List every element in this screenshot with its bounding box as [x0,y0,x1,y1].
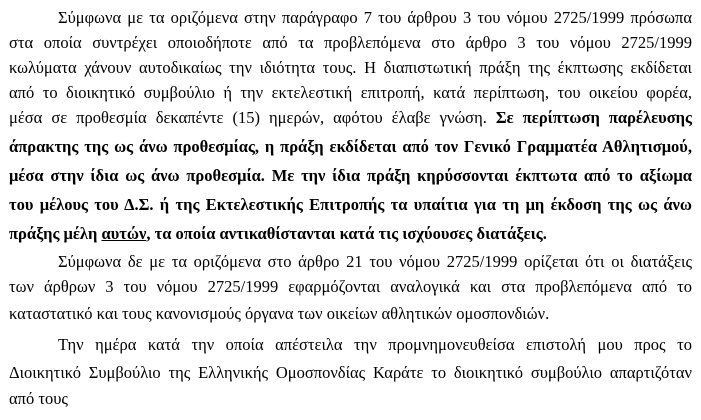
paragraph-line: κωλύματα χάνουν αυτοδικαίως την ιδιότητα τους. Η διαπιστωτική πράξη της έκπτωσης εκδίδεται [9,58,692,77]
underlined-text: αυτών [101,224,147,243]
bold-paragraph-line: του μέλους του Δ.Σ. ή της Εκτελεστικής Επιτροπής τα υπαίτια για τη μη έκδοση της ως άνω [9,195,692,214]
paragraph-line: των άρθρων 3 του νόμου 2725/1999 εφαρμόζονται αναλογικά και στα προβλεπόμενα από το [9,277,692,296]
paragraph-line [9,104,692,131]
bold-text: Σε περίπτωση παρέλευσης [495,108,693,127]
paragraph-line: Την ημέρα κατά την οποία απέστειλα την προμνημονευθείσα επιστολή μου προς το [58,335,692,354]
paragraph-line: καταστατικό και τους κανονισμούς όργανα των οικείων αθλητικών ομοσπονδιών. [9,304,550,323]
paragraph-line: Σύμφωνα δε με τα οριζόμενα στο άρθρο 21 του νόμου 2725/1999 ορίζεται ότι οι διατάξεις [58,252,692,271]
bold-text: πράξης μέλη [9,224,102,243]
paragraph-line: Σύμφωνα με τα οριζόμενα στην παράγραφο 7 του άρθρου 3 του νόμου 2725/1999 πρόσωπα [58,8,692,27]
paragraph-line: Διοικητικό Συμβούλιο της Ελληνικής Ομοσπονδίας Καράτε το διοικητικό συμβούλιο απαρτιζόταν [9,363,692,382]
bold-paragraph-line: μέσα στην ίδια ως άνω προθεσμία. Με την ίδια πράξη κηρύσσονται έκπτωτα από το αξίωμα [9,166,692,185]
bold-paragraph-line [9,220,692,247]
paragraph-line: από το διοικητικό συμβούλιο ή την εκτελεστική επιτροπή, κατά περίπτωση, του οικείου φορέα, [9,83,692,102]
bold-paragraph-line: άπρακτης της ως άνω προθεσμίας, η πράξη εκδίδεται από τον Γενικό Γραμματέα Αθλητισμού, [9,137,692,156]
normal-text: μέσα σε προθεσμία δεκαπέντε (15) ημερών, αφότου έλαβε γνώση. [9,108,487,127]
paragraph-line: από τους [9,389,68,408]
bold-text: , τα οποία αντικαθίστανται κατά τις ισχύουσες διατάξεις. [146,224,547,243]
paragraph-line: στα οποία συντρέχει οποιοδήποτε από τα προβλεπόμενα στο άρθρο 3 του νόμου 2725/1999 [9,33,692,52]
